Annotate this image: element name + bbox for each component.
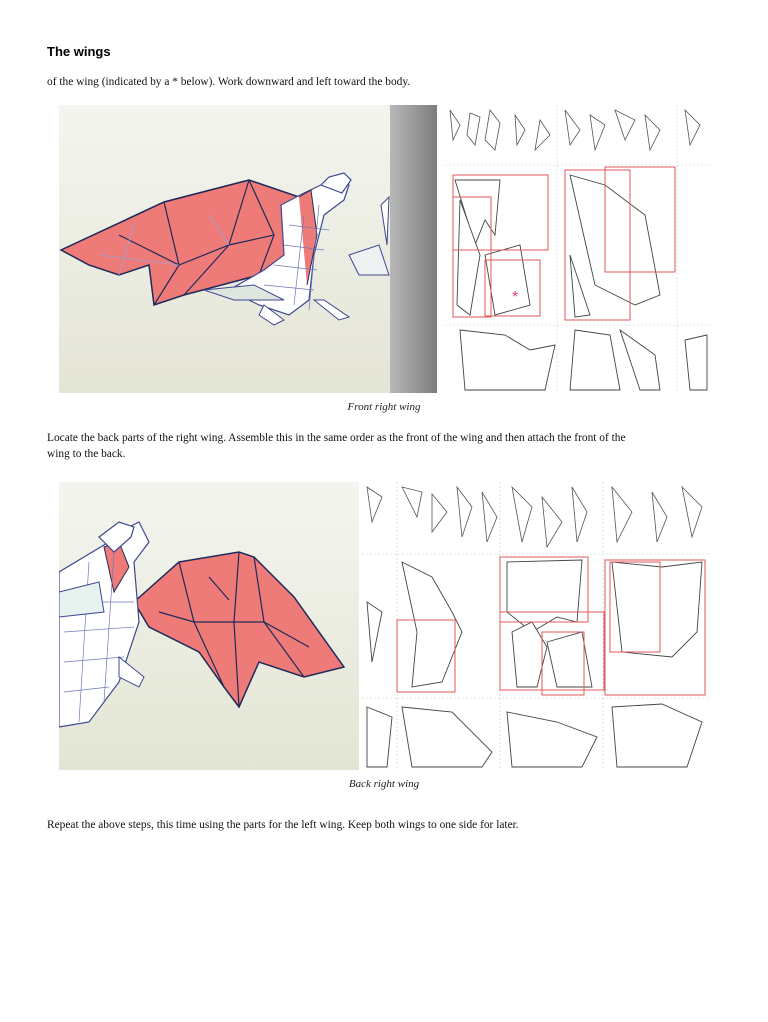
paragraph-2-line-2: wing to the back. [47,448,126,460]
paragraph-2-line-1: Locate the back parts of the right wing. Assemble this in the same order as the front of the wing and then attach the front of the [47,432,626,444]
front-wing-template-sheet [445,105,710,393]
paragraph-3: Repeat the above steps, this time using the parts for the left wing. Keep both wings to one side for later. [47,819,519,831]
front-wing-render [59,105,437,393]
back-wing-render [59,482,359,770]
front-wing-caption: Front right wing [347,401,421,413]
back-wing-caption: Back right wing [348,778,420,790]
section-title: The wings [47,44,111,59]
intro-paragraph: of the wing (indicated by a * below). Work downward and left toward the body. [47,76,411,88]
start-marker: * [512,289,519,306]
back-wing-template-sheet [362,482,708,770]
